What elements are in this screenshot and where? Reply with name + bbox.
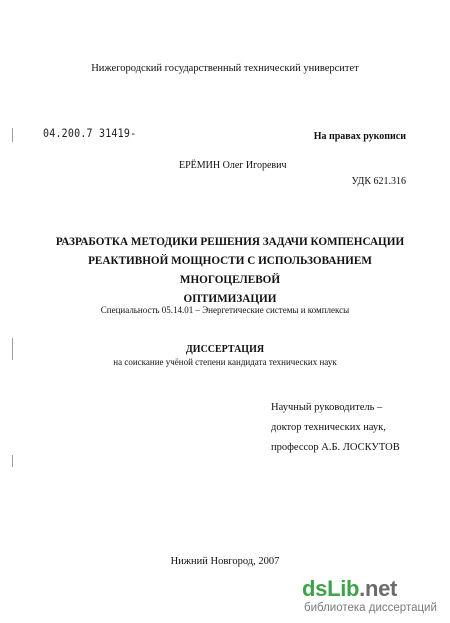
logo-primary: dsLib (302, 576, 360, 601)
supervisor-line: профессор А.Б. ЛОСКУТОВ (271, 442, 400, 453)
dslib-watermark (302, 576, 450, 620)
watermark-tagline: библиотека диссертаций (304, 602, 437, 614)
title-line: ОПТИМИЗАЦИИ (183, 293, 277, 305)
logo-dot: . (359, 576, 365, 601)
title-line: РЕАКТИВНОЙ МОЩНОСТИ С ИСПОЛЬЗОВАНИЕМ МНОГОЦЕЛЕВОЙ (88, 255, 372, 286)
dissertation-label: ДИССЕРТАЦИЯ (185, 344, 265, 355)
university-name: Нижегородский государственный технический университет (91, 63, 359, 74)
scan-edge-mark (12, 128, 13, 142)
logo-suffix: net (364, 576, 398, 601)
city-year: Нижний Новгород, 2007 (170, 556, 280, 567)
supervisor-line: Научный руководитель – (271, 402, 383, 413)
dissertation-title (40, 233, 420, 309)
scan-edge-mark (12, 338, 13, 360)
author-name: ЕРЁМИН Олег Игоревич (179, 160, 287, 171)
scan-edge-mark (12, 455, 13, 467)
supervisor-line: доктор технических наук, (271, 422, 386, 433)
archive-stamp: 04.200.7 31419- (43, 128, 137, 141)
supervisor-block (271, 398, 400, 458)
dissertation-purpose: на соискание учёной степени кандидата технических наук (113, 357, 337, 367)
udc-code: УДК 621.316 (351, 176, 406, 187)
rights-notice: На правах рукописи (313, 131, 406, 142)
specialty: Специальность 05.14.01 – Энергетические системы и комплексы (100, 305, 350, 315)
dslib-logo (302, 576, 397, 602)
title-line: РАЗРАБОТКА МЕТОДИКИ РЕШЕНИЯ ЗАДАЧИ КОМПЕНСАЦИИ (55, 236, 405, 248)
